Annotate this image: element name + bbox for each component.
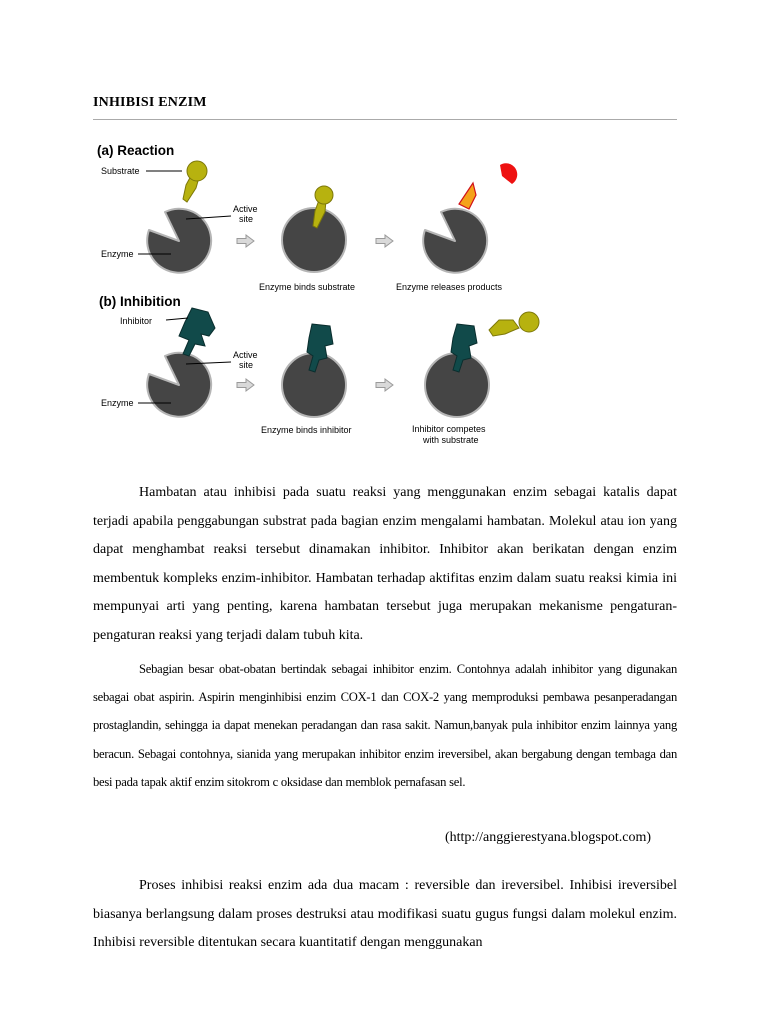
caption-competes-2: with substrate [423, 435, 479, 445]
paragraph-2 [93, 655, 677, 796]
paragraph-text: Sebagian besar obat-obatan bertindak sebagai inhibitor enzim. Contohnya adalah inhibitor yang digunakan sebagai obat aspirin. Aspirin menginhibisi enzim COX-1 dan COX-2 yang memproduksi pembawa pesanperadangan prostaglandin, sehingga ia dapat menekan peradangan dan rasa sakit. Namun,banyak pula inhibitor enzim lainnya yang beracun. Sebagai contohnya, sianida yang merupakan inhibitor enzim ireversibel, akan bergabung dengan tembaga dan besi pada tapak aktif enzim sitokrom c oksidase dan memblok pernafasan sel. [93, 662, 677, 789]
paragraph-text: Proses inhibisi reaksi enzim ada dua macam : reversible dan ireversibel. Inhibisi ireversibel biasanya berlangsung dalam proses destruksi atau modifikasi suatu gugus fungsi dalam molekul enzim. Inhibisi reversible ditentukan secara kuantitatif dengan menggunakan [93, 878, 677, 950]
product-shape [459, 183, 476, 209]
arrow-icon [376, 379, 393, 391]
label-active-site-2: site [239, 360, 254, 370]
label-active-site-1: Active [233, 204, 258, 214]
caption-competes-1: Inhibitor competes [412, 424, 486, 434]
substrate-shape [183, 161, 207, 202]
label-substrate: Substrate [101, 166, 140, 176]
arrow-icon [237, 379, 254, 391]
label-enzyme: Enzyme [101, 398, 134, 408]
panel-a-title: (a) Reaction [97, 143, 175, 158]
substrate-shape [489, 312, 539, 336]
paragraph-3 [93, 872, 677, 958]
paragraph-1 [93, 479, 677, 650]
paragraph-text: Hambatan atau inhibisi pada suatu reaksi yang menggunakan enzim sebagai katalis dapat terjadi apabila penggabungan substrat pada bagian enzim mengalami hambatan. Molekul atau ion yang dapat menghambat reaksi tersebut dinamakan inhibitor. Inhibitor akan berikatan dengan enzim membentuk kompleks enzim-inhibitor. Hambatan terhadap aktifitas enzim dalam suatu reaksi kimia ini mempunyai arti yang penting, karena hambatan tersebut juga merupakan mekanisme pengaturan-pengaturan reaksi yang terjadi dalam tubuh kita. [93, 485, 677, 643]
citation: (http://anggierestyana.blogspot.com) [444, 830, 651, 845]
label-active-site-1: Active [233, 350, 258, 360]
panel-b-title: (b) Inhibition [99, 294, 181, 309]
page-title: INHIBISI ENZIM [93, 95, 207, 110]
enzyme-shape [147, 353, 211, 417]
caption-releases-products: Enzyme releases products [396, 282, 503, 292]
label-inhibitor: Inhibitor [120, 316, 153, 326]
arrow-icon [237, 235, 254, 247]
caption-binds-substrate: Enzyme binds substrate [259, 282, 356, 292]
caption-binds-inhibitor: Enzyme binds inhibitor [261, 425, 352, 435]
inhibitor-shape [179, 308, 215, 356]
enzyme-inhibition-figure [93, 138, 543, 453]
label-active-site-2: site [239, 214, 254, 224]
enzyme-shape [423, 209, 487, 273]
product-shape [500, 163, 517, 184]
title-divider [93, 119, 677, 120]
arrow-icon [376, 235, 393, 247]
label-enzyme: Enzyme [101, 249, 134, 259]
